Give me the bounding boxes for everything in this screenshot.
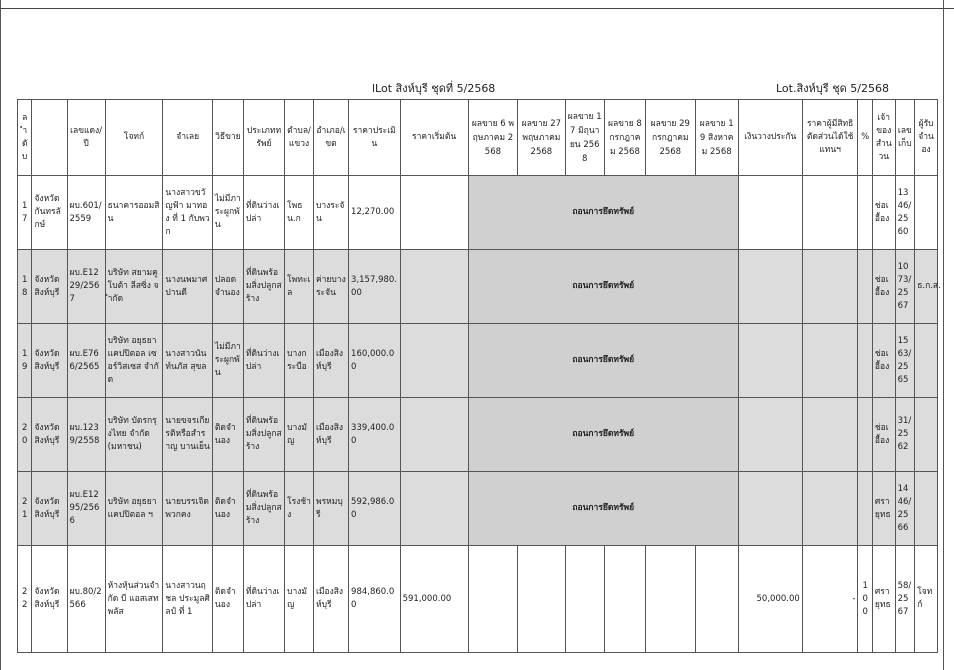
cell-preemption [802,398,858,472]
col-preemption: ราคาผู้มีสิทธิตัดส่วนได้ใช้แทนฯ [802,100,858,176]
col-plaintiff: โจทก์ [105,100,163,176]
cell-district: เมืองสิงห์บุรี [313,398,348,472]
cell-district: เมืองสิงห์บุรี [313,324,348,398]
cell-round-6 [695,546,738,653]
cell-round-3 [565,546,604,653]
cell-defendant: นางสาวขวัญฟ้า มาทอง ที่ 1 กับพวก [163,176,213,250]
window-top-border [0,0,954,9]
cell-start-price [400,250,468,324]
cell-deposit [738,250,802,324]
cell-round-5 [646,546,696,653]
col-round-6: ผลขาย 19 สิงหาคม 2568 [695,100,738,176]
cell-start-price: 591,000.00 [400,546,468,653]
cell-receiver: ธ.ก.ส. [915,250,938,324]
cell-subdistrict: บางมัญ [285,398,314,472]
cell-asset-type: ที่ดินพร้อมสิ่งปลูกสร้าง [243,472,284,546]
col-round-3: ผลขาย 17 มิถุนายน 2568 [565,100,604,176]
col-storage: เลขเก็บ [895,100,915,176]
cell-deposit [738,324,802,398]
cell-appraised: 592,986.00 [349,472,401,546]
col-case-no: เลขแดง/ปี [67,100,105,176]
cell-no: 19 [18,324,32,398]
cell-plaintiff: บริษัท สยามคูโบต้า ลีสซิ่ง จำกัด [105,250,163,324]
cell-asset-type: ที่ดินพร้อมสิ่งปลูกสร้าง [243,250,284,324]
cell-defendant: นายขจรเกียรติหรือสำราญ บานเย็น [163,398,213,472]
cell-province: จังหวัดสิงห์บุรี [32,546,67,653]
cell-percent: 100 [858,546,872,653]
cell-percent [858,472,872,546]
cell-receiver [915,176,938,250]
cell-no: 22 [18,546,32,653]
table-row [18,324,938,398]
lot-title-center: lLot สิงห์บุรี ชุดที่ 5/2568 [372,82,496,95]
col-owner: เจ้าของสำนวน [872,100,895,176]
cell-preemption [802,472,858,546]
lot-title-right: Lot.สิงห์บุรี ชุด 5/2568 [776,82,890,95]
table-row [18,250,938,324]
cell-deposit [738,176,802,250]
cell-owner: ช่อเอื้อง [872,324,895,398]
cell-case-no: ผบ.E1229/2567 [67,250,105,324]
table-row [18,398,938,472]
cell-district: พรหมบุรี [313,472,348,546]
cell-method: ติดจำนอง [212,546,243,653]
cell-no: 18 [18,250,32,324]
cell-subdistrict: บางมัญ [285,546,314,653]
cell-appraised: 339,400.00 [349,398,401,472]
col-province [32,100,67,176]
cell-withdrawn-status: ถอนการยึดทรัพย์ [468,398,738,472]
cell-district: ค่ายบางระจัน [313,250,348,324]
cell-receiver: โจทก์ [915,546,938,653]
cell-case-no: ผบ.E766/2565 [67,324,105,398]
cell-appraised: 3,157,980.00 [349,250,401,324]
cell-no: 20 [18,398,32,472]
cell-method: ไม่มีภาระผูกพัน [212,176,243,250]
col-deposit: เงินวางประกัน [738,100,802,176]
cell-plaintiff: บริษัท บัตรกรุงไทย จำกัด (มหาชน) [105,398,163,472]
table-row [18,472,938,546]
cell-deposit [738,472,802,546]
cell-storage: 1073/2567 [895,250,915,324]
col-method: วิธีขาย [212,100,243,176]
cell-asset-type: ที่ดินพร้อมสิ่งปลูกสร้าง [243,398,284,472]
cell-plaintiff: บริษัท อยุธยา แคปปิตอล เซอร์วิสเซส จำกัด [105,324,163,398]
cell-percent [858,250,872,324]
cell-district: บางระจัน [313,176,348,250]
cell-province: จังหวัดกันทรลักษ์ [32,176,67,250]
cell-method: ปลอดจำนอง [212,250,243,324]
col-no: ลำดับ [18,100,32,176]
window-left-border [0,0,1,670]
cell-withdrawn-status: ถอนการยึดทรัพย์ [468,324,738,398]
col-round-5: ผลขาย 29 กรกฎาคม 2568 [646,100,696,176]
cell-defendant: นางนพมาศ ปานดี [163,250,213,324]
cell-receiver [915,398,938,472]
col-percent: % [858,100,872,176]
cell-start-price [400,398,468,472]
cell-storage: 1346/2560 [895,176,915,250]
cell-case-no: ผบ.1239/2558 [67,398,105,472]
cell-round-1 [468,546,518,653]
cell-asset-type: ที่ดินว่างเปล่า [243,176,284,250]
col-appraised: ราคาประเมิน [349,100,401,176]
cell-subdistrict: บางกระบือ [285,324,314,398]
cell-province: จังหวัดสิงห์บุรี [32,324,67,398]
cell-withdrawn-status: ถอนการยึดทรัพย์ [468,176,738,250]
cell-case-no: ผบ.80/2566 [67,546,105,653]
cell-storage: 1563/2565 [895,324,915,398]
cell-subdistrict: โรงช้าง [285,472,314,546]
cell-round-4 [604,546,645,653]
cell-deposit: 50,000.00 [738,546,802,653]
table-header-row [18,100,938,176]
cell-plaintiff: ห้างหุ้นส่วนจำกัด บี แอสเสท พลัส [105,546,163,653]
cell-start-price [400,176,468,250]
cell-appraised: 984,860.00 [349,546,401,653]
cell-owner: ช่อเอื้อง [872,176,895,250]
window-right-border [943,0,944,670]
cell-storage: 58/2567 [895,546,915,653]
cell-appraised: 12,270.00 [349,176,401,250]
col-start-price: ราคาเริ่มต้น [400,100,468,176]
cell-district: เมืองสิงห์บุรี [313,546,348,653]
cell-asset-type: ที่ดินว่างเปล่า [243,546,284,653]
auction-table [17,99,941,653]
cell-no: 17 [18,176,32,250]
col-round-4: ผลขาย 8 กรกฎาคม 2568 [604,100,645,176]
cell-defendant: นางสาวนันท์นภัส สุขล [163,324,213,398]
cell-owner: ศรายุทธ [872,472,895,546]
col-subdistrict: ตำบล/แขวง [285,100,314,176]
cell-province: จังหวัดสิงห์บุรี [32,250,67,324]
cell-start-price [400,324,468,398]
cell-method: ไม่มีภาระผูกพัน [212,324,243,398]
cell-withdrawn-status: ถอนการยึดทรัพย์ [468,250,738,324]
col-district: อำเภอ/เขต [313,100,348,176]
col-round-1: ผลขาย 6 พฤษภาคม 2568 [468,100,518,176]
cell-receiver [915,324,938,398]
cell-method: ติดจำนอง [212,398,243,472]
col-round-2: ผลขาย 27 พฤษภาคม 2568 [518,100,565,176]
cell-storage: 31/2562 [895,398,915,472]
cell-storage: 1446/2566 [895,472,915,546]
cell-percent [858,398,872,472]
cell-plaintiff: บริษัท อยุธยา แคปปิตอล ฯ [105,472,163,546]
cell-plaintiff: ธนาคารออมสิน [105,176,163,250]
cell-subdistrict: โพธน.ก [285,176,314,250]
cell-start-price [400,472,468,546]
table-row [18,546,938,653]
table-row [18,176,938,250]
cell-preemption: - [802,546,858,653]
cell-province: จังหวัดสิงห์บุรี [32,472,67,546]
cell-method: ติดจำนอง [212,472,243,546]
cell-owner: ช่อเอื้อง [872,398,895,472]
col-defendant: จำเลย [163,100,213,176]
cell-defendant: นางสาวนฤชล ประมูลศิลป์ ที่ 1 [163,546,213,653]
cell-asset-type: ที่ดินว่างเปล่า [243,324,284,398]
cell-owner: ศรายุทธ [872,546,895,653]
cell-no: 21 [18,472,32,546]
cell-defendant: นายบรรเจิด พวกคง [163,472,213,546]
col-receiver: ผู้รับจำนอง [915,100,938,176]
cell-withdrawn-status: ถอนการยึดทรัพย์ [468,472,738,546]
cell-owner: ช่อเอื้อง [872,250,895,324]
cell-percent [858,324,872,398]
cell-preemption [802,250,858,324]
cell-round-2 [518,546,565,653]
col-asset-type: ประเภททรัพย์ [243,100,284,176]
cell-subdistrict: โพทะเล [285,250,314,324]
cell-province: จังหวัดสิงห์บุรี [32,398,67,472]
cell-preemption [802,324,858,398]
cell-preemption [802,176,858,250]
cell-percent [858,176,872,250]
cell-receiver [915,472,938,546]
cell-case-no: ผบ.601/2559 [67,176,105,250]
cell-appraised: 160,000.00 [349,324,401,398]
cell-case-no: ผบ.E1295/2566 [67,472,105,546]
cell-deposit [738,398,802,472]
